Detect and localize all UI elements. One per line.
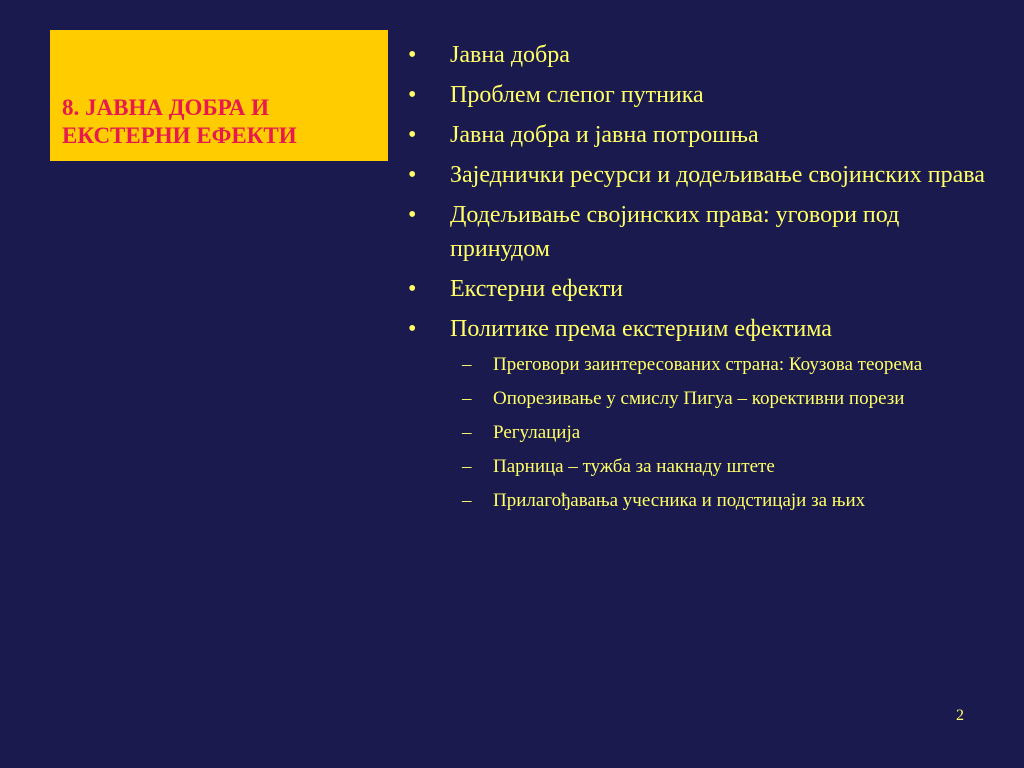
bullet-item	[404, 38, 1004, 72]
bullet-item	[404, 312, 1004, 346]
bullet-item	[404, 118, 1004, 152]
bullet-list	[404, 38, 1004, 346]
sub-bullet-item	[404, 386, 1004, 412]
bullet-marker: •	[408, 276, 417, 302]
bullet-marker: •	[408, 316, 417, 342]
sub-bullet-text: Преговори заинтересованих страна: Коузова теорема	[493, 354, 923, 375]
sub-bullet-item	[404, 352, 1004, 378]
sub-bullet-item	[404, 420, 1004, 446]
bullet-marker: •	[408, 122, 417, 148]
bullet-text: Додељивање својинских права: уговори под принудом	[450, 202, 900, 262]
sub-bullet-text: Регулација	[493, 422, 581, 443]
sub-bullet-marker: –	[462, 422, 472, 443]
bullet-item	[404, 158, 1004, 192]
sub-bullet-marker: –	[462, 354, 472, 375]
sub-bullet-text: Опорезивање у смислу Пигуа – корективни порези	[493, 388, 905, 409]
bullet-text: Политике према екстерним ефектима	[450, 316, 832, 342]
bullet-item	[404, 78, 1004, 112]
bullet-marker: •	[408, 162, 417, 188]
sub-bullet-text: Прилагођавања учесника и подстицаји за њих	[493, 490, 866, 511]
sub-bullet-item	[404, 488, 1004, 514]
bullet-text: Јавна добра и јавна потрошња	[450, 122, 759, 148]
bullet-item	[404, 272, 1004, 306]
page-number: 2	[956, 707, 964, 724]
bullet-text: Екстерни ефекти	[450, 276, 624, 302]
bullet-marker: •	[408, 82, 417, 108]
sub-bullet-text: Парница – тужба за накнаду штете	[493, 456, 775, 477]
bullet-marker: •	[408, 202, 417, 228]
slide-content	[404, 38, 1004, 522]
bullet-item	[404, 198, 1004, 266]
sub-bullet-marker: –	[462, 490, 472, 511]
sub-bullet-marker: –	[462, 388, 472, 409]
title-box	[50, 30, 388, 161]
bullet-text: Јавна добра	[450, 42, 570, 68]
bullet-text: Заједнички ресурси и додељивање својинских права	[450, 162, 985, 188]
sub-bullet-marker: –	[462, 456, 472, 477]
sub-bullet-item	[404, 454, 1004, 480]
bullet-marker: •	[408, 42, 417, 68]
bullet-text: Проблем слепог путника	[450, 82, 704, 108]
sub-bullet-list	[404, 352, 1004, 514]
slide-title: 8. ЈАВНА ДОБРА И ЕКСТЕРНИ ЕФЕКТИ	[62, 95, 297, 148]
